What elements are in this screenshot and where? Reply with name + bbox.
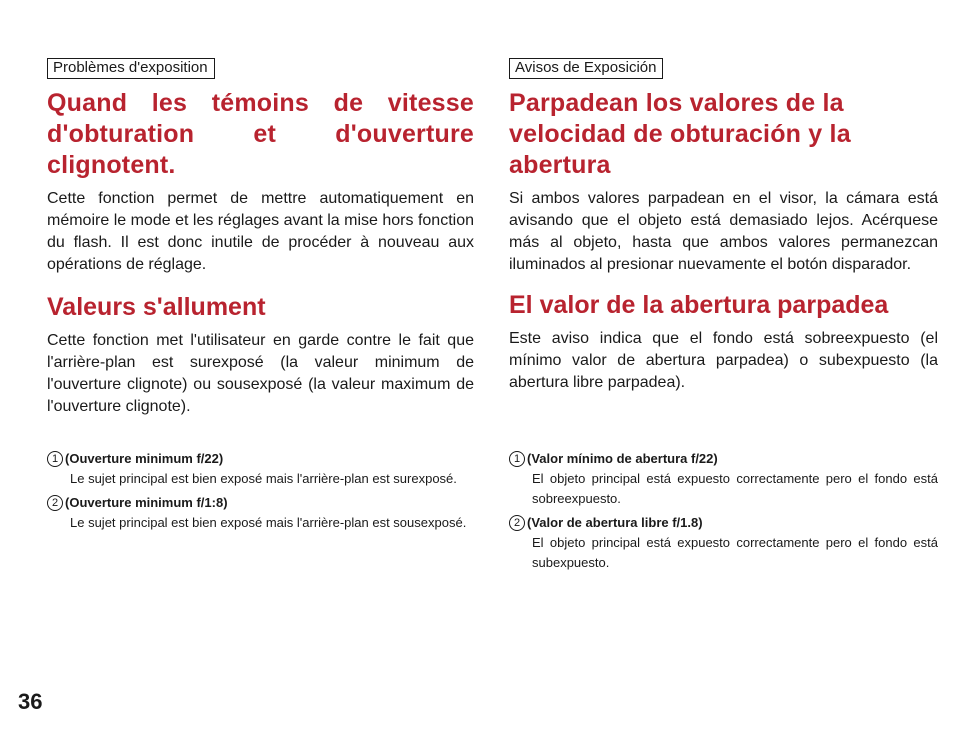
circled-number-icon: 1 <box>47 451 63 467</box>
note-text: El objeto principal está expuesto correctamente pero el fondo está sobreexpuesto. <box>532 471 938 506</box>
french-column <box>47 58 474 418</box>
spanish-column <box>509 58 938 394</box>
circled-number-icon: 1 <box>509 451 525 467</box>
circled-number-icon: 2 <box>509 515 525 531</box>
note-heading: (Valor mínimo de abertura f/22) <box>527 451 718 466</box>
note-text: Le sujet principal est bien exposé mais l'arrière-plan est sousexposé. <box>70 515 467 530</box>
note-heading: (Ouverture minimum f/22) <box>65 451 224 466</box>
section-subheading: El valor de la abertura parpadea <box>509 291 889 319</box>
description-paragraph: Cette fonction met l'utilisateur en garde contre le fait que l'arrière-plan est surexposé (la valeur minimum de l'ouverture clignote) ou sousexposé (la valeur maximum de l'ouverture clignote). <box>47 332 474 415</box>
note-heading: (Ouverture minimum f/1:8) <box>65 495 228 510</box>
note-title <box>47 449 474 469</box>
description-paragraph: Este aviso indica que el fondo está sobreexpuesto (el mínimo valor de abertura parpadea) o subexpuesto (la abertura libre parpadea). <box>509 330 938 391</box>
section-tag: Avisos de Exposición <box>509 58 663 79</box>
note-heading: (Valor de abertura libre f/1.8) <box>527 515 703 530</box>
intro-paragraph: Si ambos valores parpadean en el visor, la cámara está avisando que el objeto está demasiado lejos. Acérquese más al objeto, hasta que ambos valores permanezcan iluminados al presionar nuevamente el botón disparador. <box>509 190 938 273</box>
note-title <box>509 513 938 533</box>
circled-number-icon: 2 <box>47 495 63 511</box>
spanish-notes <box>509 449 938 577</box>
note-text: Le sujet principal est bien exposé mais l'arrière-plan est surexposé. <box>70 471 457 486</box>
page-title: Parpadean los valores de la velocidad de obturación y la abertura <box>509 89 851 179</box>
intro-paragraph: Cette fonction permet de mettre automatiquement en mémoire le mode et les réglages avant la mise hors fonction du flash. Il est donc inutile de procéder à nouveau aux opérations de réglage. <box>47 190 474 273</box>
note-text: El objeto principal está expuesto correctamente pero el fondo está subexpuesto. <box>532 535 938 570</box>
page-number: 36 <box>18 689 43 714</box>
note-title <box>509 449 938 469</box>
note-title <box>47 493 474 513</box>
page-title: Quand les témoins de vitesse d'obturation et d'ouverture clignotent. <box>47 89 474 179</box>
french-notes <box>47 449 474 537</box>
section-subheading: Valeurs s'allument <box>47 293 266 321</box>
section-tag: Problèmes d'exposition <box>47 58 215 79</box>
